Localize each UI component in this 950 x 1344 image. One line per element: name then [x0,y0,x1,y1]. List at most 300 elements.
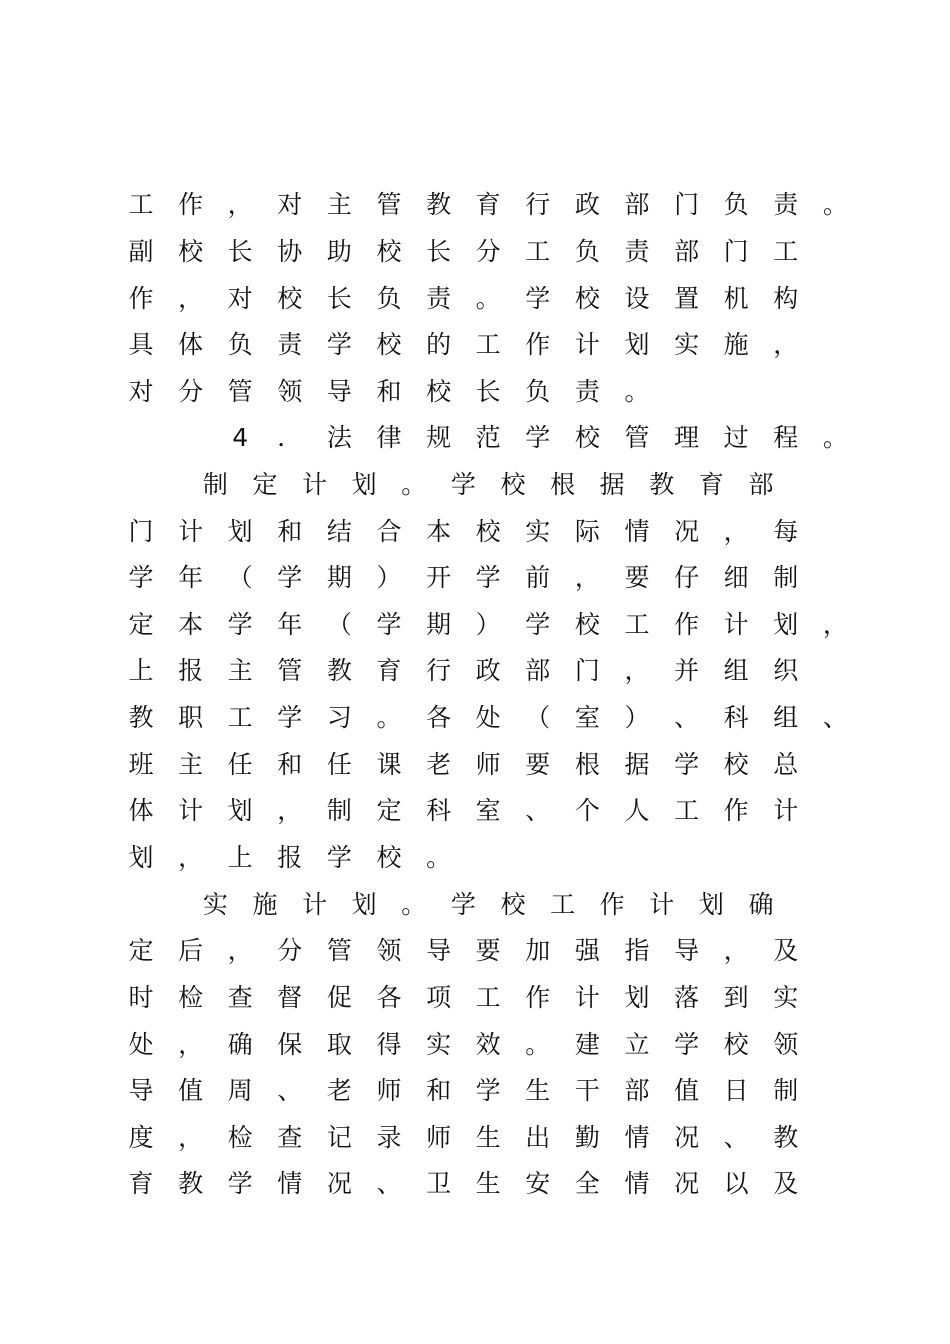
text-line [0,232,950,272]
text-character: 学 [475,563,501,592]
text-character: 室 [475,796,501,825]
text-character: （ [227,563,253,592]
text-character: 期 [326,563,352,592]
text-character: 学 [277,703,303,732]
text-character: ， [178,1030,204,1059]
text-character: 计 [773,796,799,825]
text-character: 师 [426,1123,452,1152]
text-character: 和 [277,517,303,546]
text-character: 日 [723,1076,749,1105]
text-character: 各 [426,703,452,732]
text-character: 主 [326,190,352,219]
text-character: 得 [376,1030,402,1059]
text-character: 学 [674,1030,700,1059]
text-character: 导 [128,1076,154,1105]
text-character: 校 [277,284,303,313]
text-character: 实 [426,1030,452,1059]
text-character: 负 [376,284,402,313]
text-character: 助 [326,237,352,266]
text-character: 副 [128,237,154,266]
text-character: 校 [574,610,600,639]
text-character: 记 [326,1123,352,1152]
text-character: 教 [649,470,675,499]
text-character: 。 [822,190,848,219]
text-character: 分 [475,237,501,266]
text-character: 取 [326,1030,352,1059]
text-character: 对 [277,190,303,219]
text-character: 织 [773,656,799,685]
text-character: 检 [227,1123,253,1152]
text-character: 门 [674,190,700,219]
text-character: 师 [376,1076,402,1105]
text-character: 。 [822,423,848,452]
text-line [0,791,950,831]
text-character: 计 [178,517,204,546]
text-character: 学 [376,610,402,639]
text-character: ） [475,610,501,639]
text-character: 生 [475,1123,501,1152]
text-character: 勤 [574,1123,600,1152]
text-character: 责 [277,330,303,359]
text-character: 学 [277,563,303,592]
text-character: ， [227,190,253,219]
text-character: 门 [128,517,154,546]
text-character: 。 [624,377,650,406]
text-character: 科 [723,703,749,732]
text-line [0,651,950,691]
text-character: 、 [277,1076,303,1105]
text-character: 强 [574,936,600,965]
text-line [0,745,950,785]
text-character: 和 [277,750,303,779]
text-character: 本 [426,517,452,546]
text-character: 作 [674,610,700,639]
text-character: 合 [376,517,402,546]
text-character: 计 [723,610,749,639]
text-character: 分 [178,377,204,406]
text-character: 情 [624,1123,650,1152]
text-character: 值 [674,1076,700,1105]
text-character: 长 [426,237,452,266]
text-character: ， [773,330,799,359]
text-character: 施 [723,330,749,359]
text-character: 督 [277,983,303,1012]
text-line [0,279,950,319]
text-line [0,698,950,738]
text-character: 上 [128,656,154,685]
text-character: 习 [326,703,352,732]
text-character: 、 [376,1169,402,1198]
text-character: 加 [525,936,551,965]
text-line [0,558,950,598]
text-line [0,1118,950,1158]
text-character: 指 [624,936,650,965]
text-character: 仔 [674,563,700,592]
text-character: 计 [302,470,328,499]
text-character: ， [822,610,848,639]
text-character: 育 [128,1169,154,1198]
text-character: 校 [500,890,526,919]
text-character: 教 [426,190,452,219]
text-character: 长 [475,377,501,406]
text-character: 校 [376,843,402,872]
text-character: 律 [376,423,402,452]
text-character: 规 [426,423,452,452]
text-character: 学 [475,1076,501,1105]
text-character: 政 [574,190,600,219]
text-character: 、 [674,703,700,732]
text-line [0,931,950,971]
text-character: ， [723,936,749,965]
text-character: 卫 [426,1169,452,1198]
text-character: 要 [475,936,501,965]
text-character: 个 [574,796,600,825]
text-character: 确 [748,890,774,919]
text-character: 处 [128,1030,154,1059]
text-character: 校 [500,470,526,499]
text-line [0,185,950,225]
text-character: 处 [475,703,501,732]
text-character: 划 [351,470,377,499]
text-character: 项 [426,983,452,1012]
text-character: 体 [178,330,204,359]
text-character: 划 [624,983,650,1012]
text-character: 行 [426,656,452,685]
text-character: 前 [525,563,551,592]
text-character: 组 [773,703,799,732]
text-character: 设 [624,284,650,313]
text-character: 情 [624,1169,650,1198]
text-character: ． [277,423,303,452]
text-character: 实 [202,890,228,919]
text-character: 计 [178,796,204,825]
text-character: 际 [574,517,600,546]
text-character: 老 [326,1076,352,1105]
text-character: 据 [599,470,625,499]
text-character: ） [376,563,402,592]
text-character: 课 [376,750,402,779]
text-character: 主 [227,656,253,685]
text-character: 划 [128,843,154,872]
text-character: 结 [326,517,352,546]
text-character: 对 [128,377,154,406]
text-character: 范 [475,423,501,452]
text-character: 负 [525,377,551,406]
text-character: 部 [748,470,774,499]
paragraph-first-line [0,465,950,505]
text-character: 实 [773,983,799,1012]
text-character: 。 [376,703,402,732]
text-character: 计 [574,330,600,359]
text-character: 定 [376,796,402,825]
text-character: ， [178,284,204,313]
text-character: 工 [525,237,551,266]
text-character: 对 [227,284,253,313]
text-character: 导 [674,936,700,965]
text-character: 年 [277,610,303,639]
text-character: 的 [426,330,452,359]
text-character: 学 [450,890,476,919]
text-character: 和 [426,1076,452,1105]
text-character: 作 [599,890,625,919]
text-character: 任 [227,750,253,779]
text-character: 划 [351,890,377,919]
text-character: 领 [277,377,303,406]
text-character: ， [178,843,204,872]
text-character: 。 [401,890,427,919]
text-character: 协 [277,237,303,266]
text-character: 主 [178,750,204,779]
text-character: 负 [574,237,600,266]
text-character: 效 [475,1030,501,1059]
text-character: 后 [178,936,204,965]
text-character: 工 [475,330,501,359]
text-character: 校 [723,1030,749,1059]
text-character: 学 [227,1169,253,1198]
text-character: 计 [302,890,328,919]
text-character: 划 [773,610,799,639]
text-character: 责 [624,237,650,266]
text-character: 育 [475,190,501,219]
text-character: 以 [723,1169,749,1198]
text-character: 并 [674,656,700,685]
text-character: 班 [128,750,154,779]
section-heading [0,418,950,458]
text-line [0,1164,950,1204]
text-character: 值 [178,1076,204,1105]
text-character: 实 [525,517,551,546]
text-line [0,1071,950,1111]
text-character: 及 [773,1169,799,1198]
text-character: 学 [128,563,154,592]
text-character: 查 [227,983,253,1012]
text-character: 根 [550,470,576,499]
text-character: 保 [277,1030,303,1059]
text-character: 制 [202,470,228,499]
paragraph-first-line [0,885,950,925]
text-character: 报 [178,656,204,685]
text-character: 作 [525,330,551,359]
text-character: 定 [252,470,278,499]
text-character: ， [723,517,749,546]
text-character: 计 [649,890,675,919]
text-character: 况 [326,1169,352,1198]
text-character: 划 [624,330,650,359]
text-character: 管 [227,377,253,406]
text-character: 机 [723,284,749,313]
text-character: ， [277,796,303,825]
text-character: 作 [723,796,749,825]
text-character: 查 [277,1123,303,1152]
text-character: 责 [574,377,600,406]
text-character: ， [227,936,253,965]
text-character: 负 [723,190,749,219]
text-character: 总 [773,750,799,779]
text-character: 责 [773,190,799,219]
text-character: 校 [574,284,600,313]
text-character: 工 [674,796,700,825]
text-character: 组 [723,656,749,685]
text-character: 职 [178,703,204,732]
text-character: 学 [227,610,253,639]
text-character: 导 [426,936,452,965]
text-character: 部 [624,1076,650,1105]
text-character: 校 [376,330,402,359]
text-character: 行 [525,190,551,219]
text-character: 实 [674,330,700,359]
text-character: 政 [475,656,501,685]
text-character: 各 [376,983,402,1012]
text-character: 建 [574,1030,600,1059]
text-character: 领 [773,1030,799,1059]
text-character: 工 [227,703,253,732]
text-character: 置 [674,284,700,313]
text-character: 情 [277,1169,303,1198]
text-character: 管 [277,656,303,685]
text-character: 本 [178,610,204,639]
text-character: 、 [525,796,551,825]
text-character: 学 [674,750,700,779]
text-character: 工 [475,983,501,1012]
text-character: 细 [723,563,749,592]
text-character: 学 [450,470,476,499]
text-character: （ [525,703,551,732]
text-character: 教 [128,703,154,732]
text-character: 责 [426,284,452,313]
text-character: 工 [773,237,799,266]
text-character: 检 [178,983,204,1012]
text-character: 任 [326,750,352,779]
text-character: 划 [227,517,253,546]
text-character: 学 [326,330,352,359]
text-character: 录 [376,1123,402,1152]
text-character: 时 [128,983,154,1012]
text-character: 开 [426,563,452,592]
text-character: 期 [426,610,452,639]
text-character: 和 [376,377,402,406]
text-character: 门 [574,656,600,685]
text-character: 计 [574,983,600,1012]
text-character: 全 [574,1169,600,1198]
text-character: 程 [773,423,799,452]
text-character: 及 [773,936,799,965]
text-character: 教 [326,656,352,685]
text-character: 校 [723,750,749,779]
text-character: 周 [227,1076,253,1105]
text-character: 促 [326,983,352,1012]
text-character: 立 [624,1030,650,1059]
text-character: 工 [128,190,154,219]
text-character: ， [624,656,650,685]
text-character: ） [624,703,650,732]
text-character: 部 [674,237,700,266]
text-character: 要 [525,750,551,779]
text-character: 学 [525,284,551,313]
text-character: 导 [326,377,352,406]
text-character: 部 [525,656,551,685]
text-character: 。 [475,284,501,313]
text-character: 度 [128,1123,154,1152]
text-character: 要 [624,563,650,592]
text-character: 生 [475,1169,501,1198]
text-character: 工 [624,610,650,639]
text-character: 师 [475,750,501,779]
text-character: 老 [426,750,452,779]
text-character: 门 [723,237,749,266]
text-character: 学 [525,610,551,639]
text-character: 制 [326,796,352,825]
text-character: 工 [550,890,576,919]
text-character: 人 [624,796,650,825]
text-character: 确 [227,1030,253,1059]
text-line [0,605,950,645]
text-character: 况 [674,517,700,546]
text-character: 具 [128,330,154,359]
text-character: 管 [376,190,402,219]
text-character: 每 [773,517,799,546]
text-character: 情 [624,517,650,546]
text-character: 制 [773,1076,799,1105]
text-character: （ [326,610,352,639]
text-character: 作 [178,190,204,219]
text-character: 4 [232,423,249,452]
text-character: 校 [376,237,402,266]
text-character: 干 [574,1076,600,1105]
text-character: 学 [326,843,352,872]
text-character: 。 [525,1030,551,1059]
text-line [0,372,950,412]
text-character: 理 [674,423,700,452]
text-character: 负 [227,330,253,359]
text-character: 生 [525,1076,551,1105]
text-character: 教 [178,1169,204,1198]
text-character: 划 [698,890,724,919]
text-character: 安 [525,1169,551,1198]
text-character: 室 [574,703,600,732]
text-character: 定 [128,936,154,965]
text-character: 年 [178,563,204,592]
text-character: 、 [822,703,848,732]
text-character: 学 [525,423,551,452]
text-character: 定 [128,610,154,639]
text-character: ， [178,1123,204,1152]
text-character: 构 [773,284,799,313]
text-character: 管 [326,936,352,965]
text-character: 长 [326,284,352,313]
text-character: 制 [773,563,799,592]
text-character: 教 [773,1123,799,1152]
text-character: 、 [723,1123,749,1152]
text-character: 根 [574,750,600,779]
text-character: 况 [674,1123,700,1152]
text-character: ， [574,563,600,592]
text-character: 上 [227,843,253,872]
text-character: 育 [698,470,724,499]
text-character: 体 [128,796,154,825]
text-character: 报 [277,843,303,872]
text-character: 长 [227,237,253,266]
text-character: 出 [525,1123,551,1152]
text-character: 科 [426,796,452,825]
text-line [0,838,950,878]
text-character: 。 [401,470,427,499]
text-character: 据 [624,750,650,779]
text-character: 划 [227,796,253,825]
text-line [0,978,950,1018]
text-character: 校 [475,517,501,546]
text-character: 落 [674,983,700,1012]
text-character: 校 [426,377,452,406]
